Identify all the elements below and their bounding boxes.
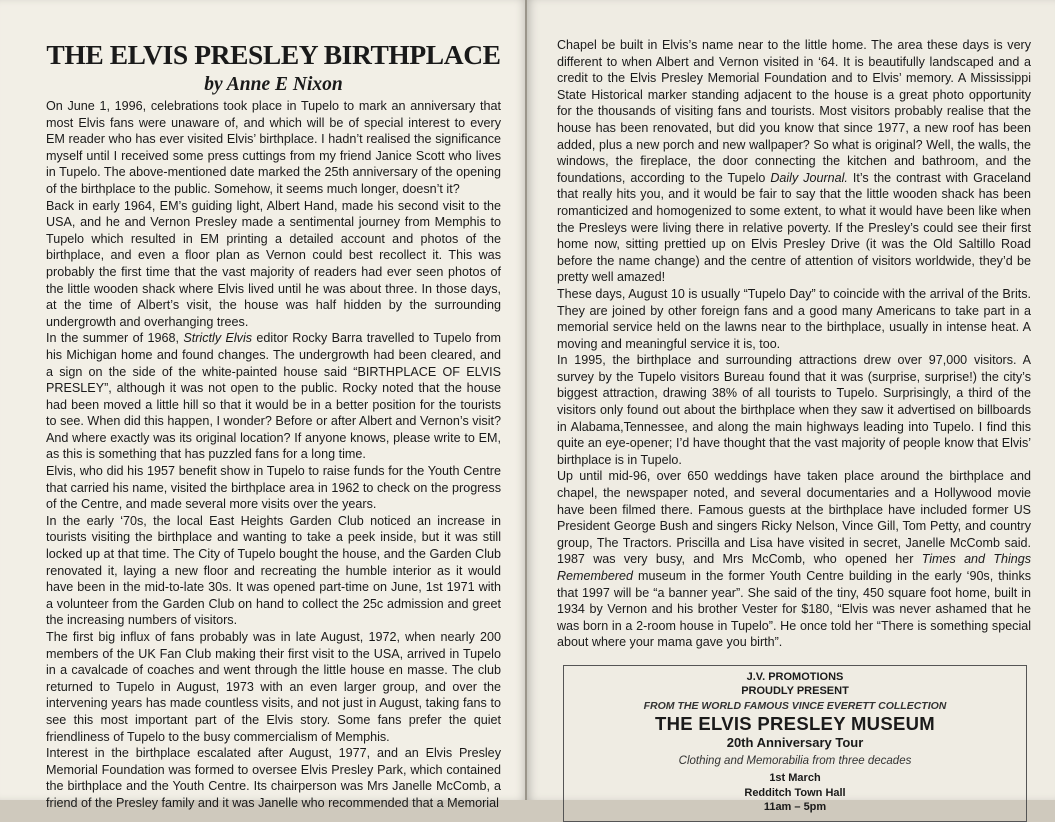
promo-collection: FROM THE WORLD FAMOUS VINCE EVERETT COLLECTION xyxy=(643,699,947,712)
paragraph-chapel xyxy=(557,37,1031,286)
promo-presenter: J.V. PROMOTIONS xyxy=(746,670,844,683)
paragraph-chapel-text-end: It’s the contrast with Graceland that really hits you, and it would be fair to say that the little wooden shack has been romanticized and homogenized to some extent, to what it would have been like when the Presleys were living there in relative poverty. If the Presley’s could see their first home now, sitting prettied up on Elvis Presley Drive (it was the Old Saltillo Road before the name change) and the centre of attention of visitors worldwide, they’d be pretty well amazed! xyxy=(557,170,1031,285)
promo-museum-title: THE ELVIS PRESLEY MUSEUM xyxy=(655,713,935,735)
paragraph-weddings xyxy=(557,468,1031,651)
paragraph-1968-visit xyxy=(46,330,501,463)
promo-date: 1st March xyxy=(769,772,821,785)
paragraph-weddings-text-end: museum in the former Youth Centre building in the early ‘90s, thinks that 1997 will be “a banner year”. She said of the tiny, 450 square foot home, built in 1934 by Vernon and his brother Vester for $180, “Elvis was never ashamed that he was born in a 2-room house in Tupelo”. He once told her “There is something special about where your mama gave you birth”. xyxy=(557,569,1031,650)
paragraph-1968-text-end: editor Rocky Barra travelled to Tupelo from his Michigan home and found changes. The undergrowth had been cleared, and a sign on the side of the white-painted house said “BIRTHPLACE OF ELVIS PRESLEY”, although it was not open to the public. Rocky noted that the house had been moved a little hill so that it would be in a better position for the tourists to see. When did this happen, I wonder? Before or after Albert and Vernon’s visit? And where exactly was its original location? If anyone knows, please write to EM, as this is something that has puzzled fans for a long time. xyxy=(46,331,501,462)
paragraph-fan-club: The first big influx of fans probably was in late August, 1972, when nearly 200 members of the UK Fan Club making their first visit to the USA, arrived in Tupelo in a cavalcade of coaches and went through the little house en masse. The club returned to Tupelo in August, 1973 with an even larger group, and over the intervening years has made countless visits, and not just in August, taking fans to see this most important part of the Elvis story. Some fans prefer the quiet friendliness of Tupelo to the busy commercialism of Memphis. xyxy=(46,630,501,744)
paragraph-1968-text-start: In the summer of 1968, xyxy=(46,331,184,346)
paragraph-tupelo-day: These days, August 10 is usually “Tupelo Day” to coincide with the arrival of the Brits. They are joined by other foreign fans and a good many Americans to take part in a memorial service held on the lawns near to the birthplace, usually in intense heat. A moving and meaningful service it is, too. xyxy=(557,286,1031,351)
article-byline: by Anne E Nixon xyxy=(204,74,343,95)
promo-venue: Redditch Town Hall xyxy=(744,786,846,799)
promo-memorabilia: Clothing and Memorabilia from three decades xyxy=(678,755,912,768)
right-page xyxy=(527,0,1055,814)
paragraph-anniversary: On June 1, 1996, celebrations took place in Tupelo to mark an anniversary that most Elvis fans were unaware of, and which will be of special interest to every EM reader who has ever visited Elvis’ birthplace. I hadn’t realised the significance myself until I received some press cuttings from my friend Janice Scott who lives in Tupelo. The above-mentioned date marked the 25th anniversary of the opening of the birthplace to the public. Somehow, it seems much longer, doesn’t it? xyxy=(46,99,501,196)
paragraph-chapel-text-start: Chapel be built in Elvis’s name near to the little home. The area these days is very different to when Albert and Vernon visited in ‘64. It is beautifully landscaped and a credit to the Elvis Presley Memorial Foundation and to Elvis’ memory. A Mississippi State Historical marker standing adjacent to the house is a great photo opportunity for the thousands of visiting fans and tourists. Most visitors probably realise that the house has been renovated, but did you know that since 1977, a new roof has been added, plus a new porch and new wallpaper? So what is original? Well, the walls, the windows, the fireplace, the door connecting the kitchen and bathroom, and the foundations, according to the Tupelo xyxy=(557,38,1031,185)
promo-proudly-present: PROUDLY PRESENT xyxy=(741,685,849,698)
promo-tour: 20th Anniversary Tour xyxy=(726,735,864,751)
strictly-elvis-title: Strictly Elvis xyxy=(183,331,253,346)
paragraph-benefit-show: Elvis, who did his 1957 benefit show in Tupelo to raise funds for the Youth Centre that carried his name, visited the birthplace area in 1962 to check on the progress of the Centre, and made several more visits over the years. xyxy=(46,464,501,512)
paragraph-1964-visit: Back in early 1964, EM’s guiding light, Albert Hand, made his second visit to the USA, and he and Vernon Presley made a sentimental journey from Memphis to Tupelo which resulted in EM printing a detailed account and photos of the birthplace, and even a floor plan as Vernon could best recollect it. This was probably the first time that the vast majority of readers had ever seen photos of the little wooden shack where Elvis lived until he was about three. In those days, at the time of Albert’s visit, the house was half hidden by the surrounding undergrowth and overhanging trees. xyxy=(46,198,501,329)
left-page xyxy=(0,0,527,810)
paragraph-memorial-foundation: Interest in the birthplace escalated after August, 1977, and an Elvis Presley Memorial Foundation was formed to oversee Elvis Presley Park, which contained the birthplace and the Youth Centre. Its chairperson was Mrs Janelle McComb, a friend of the Presley family and it was Janelle who recommended that a Memorial xyxy=(46,746,501,810)
promo-time: 11am – 5pm xyxy=(763,801,827,814)
paragraph-1995-visitors: In 1995, the birthplace and surrounding attractions drew over 97,000 visitors. A survey by the Tupelo visitors Bureau found that it was (surprise, surprise!) the city’s biggest attraction, drawing 38% of all tourists to Tupelo. Surprisingly, a third of the visitors only found out about the birthplace when they saw it advertised on billboards in Alabama,Tennessee, and along the main highways leading into Tupelo. I find this quite an eye-opener; I’d have thought that the vast majority of people know that Elvis’ birthplace is in Tupelo. xyxy=(557,353,1031,467)
times-things-remembered-title: Times and Things Remembered xyxy=(557,552,1031,583)
museum-promo-box xyxy=(563,665,1027,822)
paragraph-garden-club: In the early ‘70s, the local East Heights Garden Club noticed an increase in tourists visiting the birthplace and wanting to take a peek inside, but it was still locked up at that time. The City of Tupelo bought the house, and the Garden Club renovated it, laying a new floor and recreating the humble interior as it would have been in the mid-to-late 30s. It was opened part-time on June, 1st 1971 with a volunteer from the Garden Club on hand to collect the 25c admission and greet the increasing numbers of visitors. xyxy=(46,513,501,628)
daily-journal-title: Daily Journal. xyxy=(770,170,848,185)
article-title: THE ELVIS PRESLEY BIRTHPLACE xyxy=(46,39,501,70)
paragraph-weddings-text-start: Up until mid-96, over 650 weddings have taken place around the birthplace and chapel, the newspaper noted, and several documentaries and a Hollywood movie have been filmed there. Famous guests at the birthplace have included former US President George Bush and singers Ricky Nelson, Vince Gill, Tom Petty, and country group, The Tractors. Priscilla and Lisa have visited in secret, Janelle McComb said. 1987 was very busy, and Mrs McComb, who opened her xyxy=(557,469,1031,567)
